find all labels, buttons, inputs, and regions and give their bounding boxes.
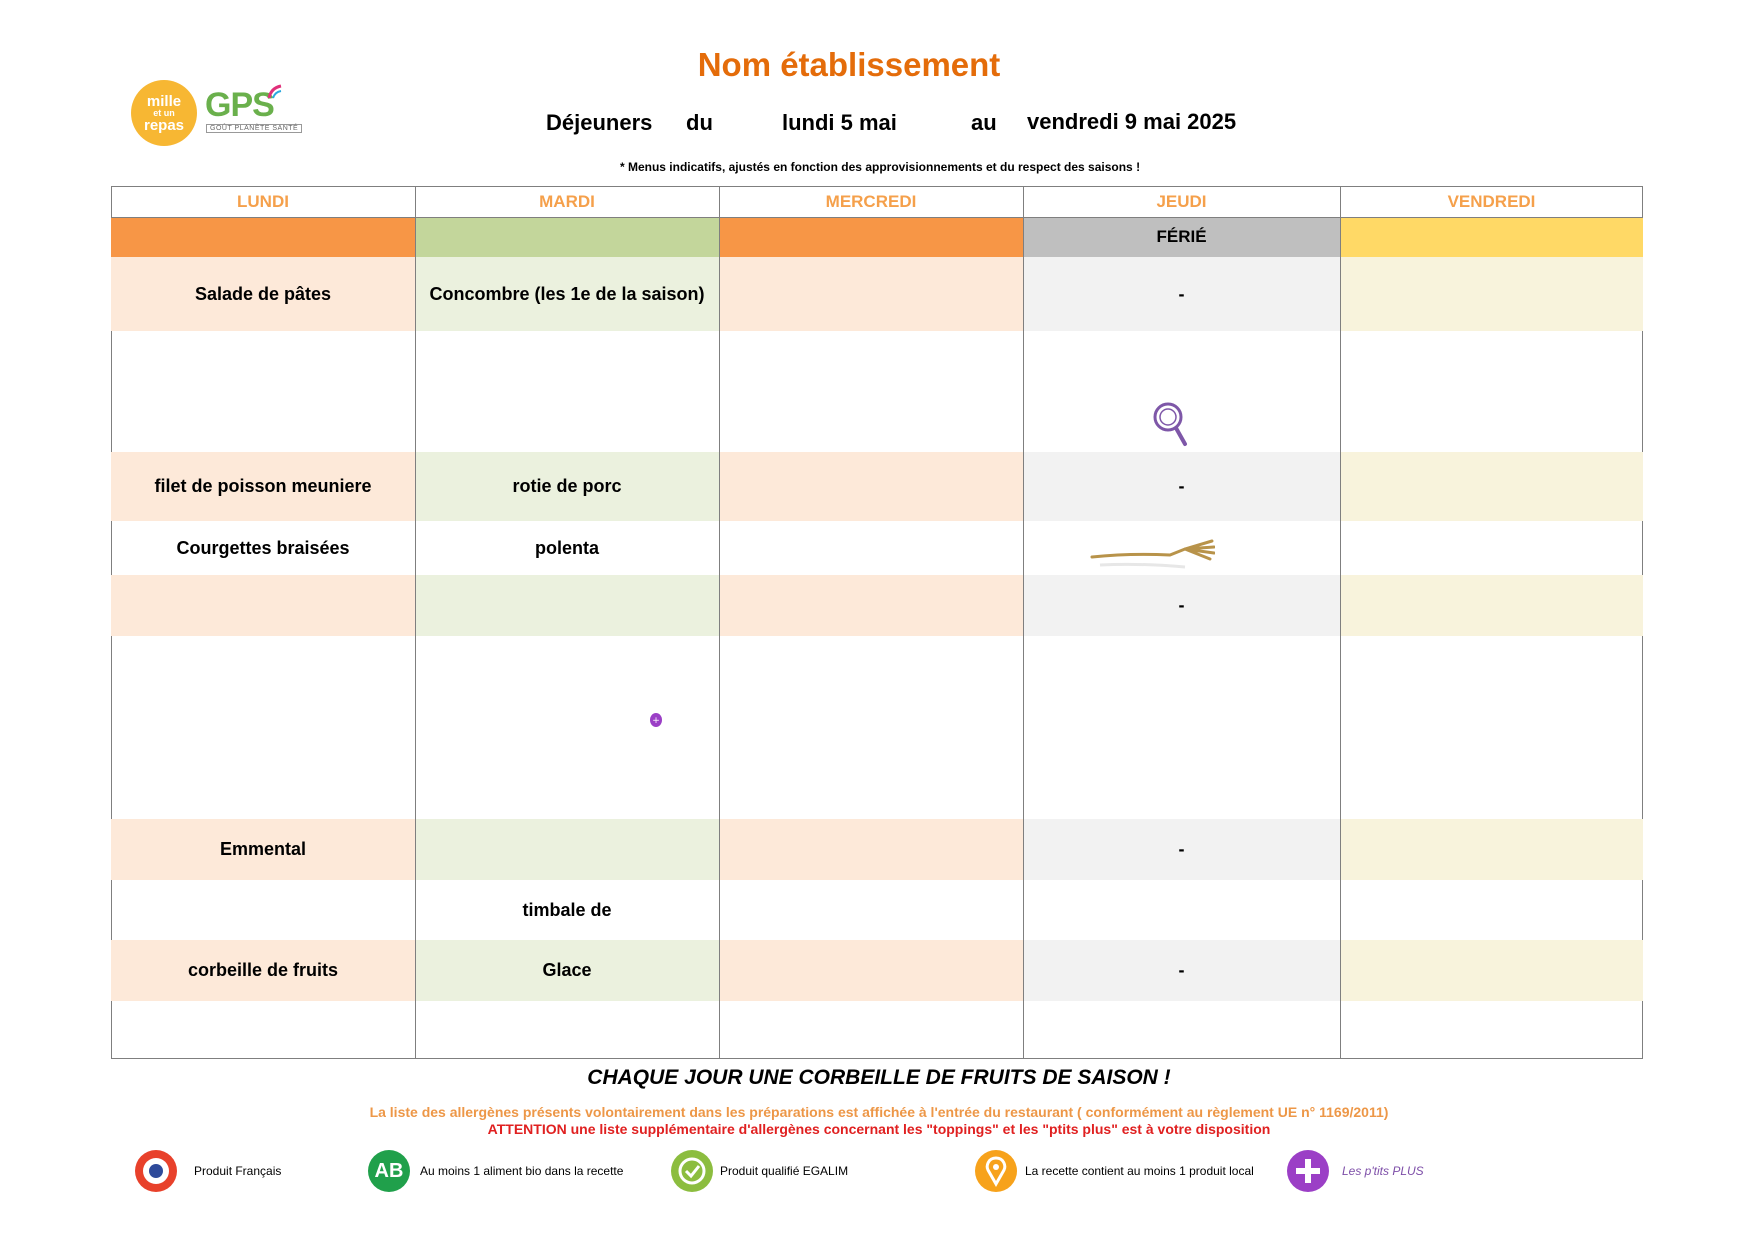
day-color-bar-vendredi — [1340, 217, 1643, 257]
menu-cell-fromage-jeudi: - — [1023, 819, 1340, 880]
menu-cell-plat-lundi: filet de poisson meuniere — [111, 452, 415, 521]
gps-logo-text: GPS — [205, 86, 274, 124]
legend-label-egalim: Produit qualifié EGALIM — [720, 1164, 849, 1178]
menu-cell-entree-vendredi — [1340, 257, 1643, 331]
menu-cell-dessert_a-jeudi — [1023, 880, 1340, 940]
menu-cell-dessert_b-lundi: corbeille de fruits — [111, 940, 415, 1001]
menu-note: * Menus indicatifs, ajustés en fonction des approvisionnements et du respect des saisons ! — [619, 160, 1141, 174]
logo-text-repas: repas — [143, 116, 185, 134]
menu-cell-entree-mardi: Concombre (les 1e de la saison) — [415, 257, 719, 331]
spacer-cell — [1340, 331, 1643, 452]
column-divider — [415, 186, 416, 1059]
local-pin-icon — [975, 1150, 1017, 1192]
menu-cell-extra-lundi — [111, 575, 415, 636]
menu-cell-fromage-mercredi — [719, 819, 1023, 880]
menu-cell-dessert_b-jeudi: - — [1023, 940, 1340, 1001]
allergen-warning: ATTENTION une liste supplémentaire d'allergènes concernant les "toppings" et les "ptits plus" est à votre disposition — [487, 1121, 1271, 1137]
gps-tagline: GOÛT PLANÈTE SANTÉ — [206, 124, 302, 133]
menu-cell-plat-mardi: rotie de porc — [415, 452, 719, 521]
menu-cell-accomp-mardi: polenta — [534, 537, 599, 558]
spacer-cell — [415, 331, 719, 452]
header-divider — [111, 217, 1643, 218]
day-header-mercredi: MERCREDI — [825, 192, 917, 211]
legend-label-local: La recette contient au moins 1 produit local — [1025, 1164, 1254, 1178]
organic-ab-icon: AB — [368, 1150, 410, 1192]
spacer-cell — [1340, 636, 1643, 819]
menu-cell-dessert_a-lundi — [111, 880, 415, 940]
menu-cell-plat-mercredi — [719, 452, 1023, 521]
french-product-icon — [135, 1150, 177, 1192]
allergen-notice: La liste des allergènes présents volontairement dans les préparations est affichée à l'entrée du restaurant ( conformément au règlement UE n° 1169/2011) — [369, 1104, 1389, 1120]
menu-cell-accomp-mercredi — [719, 521, 1023, 575]
column-divider — [719, 186, 720, 1059]
column-divider — [1023, 186, 1024, 1059]
mille-et-un-repas-logo — [131, 80, 197, 146]
ptits-plus-icon — [649, 712, 663, 728]
spacer-cell — [415, 636, 719, 819]
ptits-plus-legend-icon — [1287, 1150, 1329, 1192]
menu-cell-dessert_b-vendredi — [1340, 940, 1643, 1001]
menu-cell-entree-jeudi: - — [1023, 257, 1340, 331]
day-color-bar-jeudi — [1023, 217, 1340, 257]
menu-cell-plat-vendredi — [1340, 452, 1643, 521]
fruit-slogan: CHAQUE JOUR UNE CORBEILLE DE FRUITS DE SAISON ! — [587, 1066, 1171, 1089]
day-color-bar-mercredi — [719, 217, 1023, 257]
end-date: vendredi 9 mai 2025 — [1027, 109, 1237, 134]
logo-text-etun: et un — [153, 107, 175, 118]
menu-cell-dessert_a-mercredi — [719, 880, 1023, 940]
golden-fork-icon — [1090, 535, 1215, 575]
magnifier-icon — [1151, 400, 1191, 448]
legend-label-ptits-plus: Les p'tits PLUS — [1342, 1164, 1424, 1178]
page-title: Nom établissement — [697, 46, 1001, 83]
gps-logo — [205, 86, 274, 125]
day-header-vendredi: VENDREDI — [1447, 192, 1536, 211]
spacer-cell — [111, 331, 415, 452]
menu-cell-fromage-mardi — [415, 819, 719, 880]
menu-cell-dessert_b-mercredi — [719, 940, 1023, 1001]
spacer-cell — [1023, 636, 1340, 819]
menu-cell-extra-mercredi — [719, 575, 1023, 636]
menu-cell-entree-mercredi — [719, 257, 1023, 331]
menu-cell-fromage-lundi: Emmental — [111, 819, 415, 880]
du-label: du — [686, 110, 713, 135]
menu-cell-dessert_b-mardi: Glace — [415, 940, 719, 1001]
menu-cell-plat-jeudi: - — [1023, 452, 1340, 521]
logo-text-mille: mille — [146, 92, 182, 110]
dejeuners-label: Déjeuners — [546, 110, 653, 135]
spacer-cell — [719, 331, 1023, 452]
spacer-cell — [719, 636, 1023, 819]
start-date: lundi 5 mai — [782, 110, 897, 135]
menu-cell-extra-vendredi — [1340, 575, 1643, 636]
day-header-lundi: LUNDI — [237, 192, 289, 211]
menu-cell-fromage-vendredi — [1340, 819, 1643, 880]
egalim-icon — [671, 1150, 713, 1192]
day-color-bar-mardi — [415, 217, 719, 257]
menu-cell-extra-jeudi: - — [1023, 575, 1340, 636]
au-label: au — [971, 110, 997, 135]
day-header-jeudi: JEUDI — [1156, 192, 1207, 211]
ferie-label: FÉRIÉ — [1156, 227, 1207, 246]
column-divider — [1340, 186, 1341, 1059]
menu-cell-extra-mardi — [415, 575, 719, 636]
legend-label-french: Produit Français — [194, 1164, 282, 1178]
legend-label-organic: Au moins 1 aliment bio dans la recette — [420, 1164, 624, 1178]
spacer-cell — [111, 636, 415, 819]
menu-cell-accomp-vendredi — [1340, 521, 1643, 575]
gps-swoosh-icon — [267, 84, 283, 100]
menu-cell-dessert_a-mardi: timbale de — [522, 899, 612, 920]
day-color-bar-lundi — [111, 217, 415, 257]
menu-cell-accomp-lundi: Courgettes braisées — [176, 537, 350, 558]
menu-cell-entree-lundi: Salade de pâtes — [111, 257, 415, 331]
menu-cell-dessert_a-vendredi — [1340, 880, 1643, 940]
day-header-mardi: MARDI — [539, 192, 595, 211]
svg-text:+: + — [652, 716, 660, 726]
